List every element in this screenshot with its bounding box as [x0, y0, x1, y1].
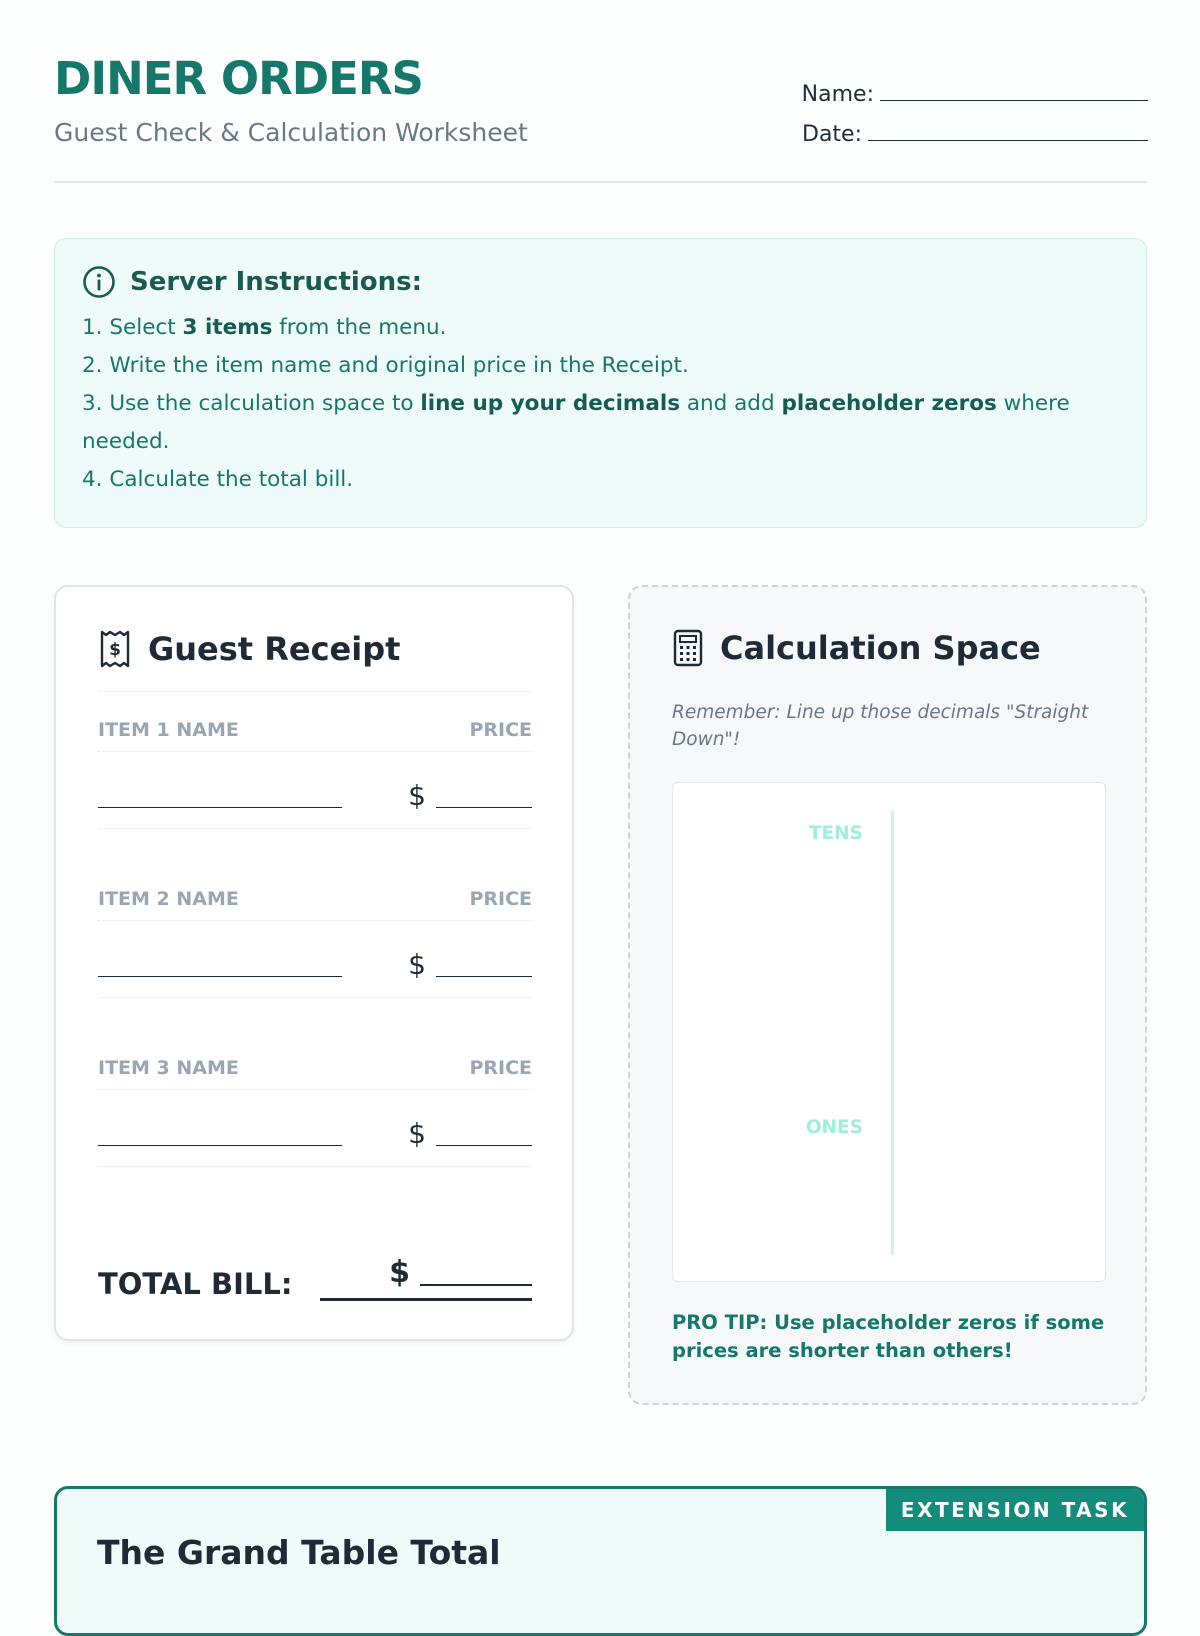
instruction-step-1: 1. Select 3 items from the menu.: [82, 315, 447, 340]
total-bill-blank[interactable]: [420, 1282, 532, 1286]
item-2-price-label: PRICE: [469, 888, 532, 910]
item-1-currency: $: [408, 779, 426, 812]
item-3-price-label: PRICE: [469, 1057, 532, 1079]
guest-receipt-card: [54, 585, 574, 1341]
page-subtitle: Guest Check & Calculation Worksheet: [54, 118, 528, 147]
item-2-currency: $: [408, 948, 426, 981]
svg-text:$: $: [109, 640, 121, 660]
item-2-row: [98, 948, 532, 998]
name-field[interactable]: [768, 80, 1148, 107]
instructions-heading: [82, 265, 1119, 299]
calculation-header: [672, 629, 1041, 667]
item-2-name-blank[interactable]: [98, 974, 342, 977]
item-3-name-blank[interactable]: [98, 1143, 342, 1146]
item-1-row: [98, 779, 532, 829]
date-label: Date:: [802, 122, 862, 147]
instruction-step-4: 4. Calculate the total bill.: [82, 467, 354, 492]
receipt-header: [98, 629, 400, 669]
item-1-name-label: ITEM 1 NAME: [98, 719, 239, 741]
header-divider: [54, 181, 1147, 183]
page-title: DINER ORDERS: [54, 52, 423, 105]
item-2-labels: [98, 888, 532, 921]
name-blank[interactable]: [880, 80, 1148, 101]
item-1-labels: [98, 719, 532, 752]
item-3-currency: $: [408, 1117, 426, 1150]
instructions-heading-text: Server Instructions:: [130, 267, 423, 297]
item-1-price-blank[interactable]: [436, 805, 532, 808]
name-label: Name:: [801, 82, 874, 107]
calculator-icon: [672, 629, 704, 667]
total-currency: $: [389, 1255, 410, 1290]
decimal-reminder: Remember: Line up those decimals "Straight Down"!: [672, 702, 1089, 750]
date-blank[interactable]: [868, 120, 1148, 141]
item-3-row: [98, 1117, 532, 1167]
ones-column-label: ONES: [805, 1117, 863, 1138]
instructions-box: [54, 238, 1147, 528]
item-2-name-label: ITEM 2 NAME: [98, 888, 239, 910]
instruction-step-3: 3. Use the calculation space to line up your decimals and add placeholder zeros where needed.: [82, 391, 1070, 454]
extension-badge: EXTENSION TASK: [886, 1489, 1144, 1531]
extension-title: The Grand Table Total: [97, 1533, 501, 1572]
receipt-title: Guest Receipt: [148, 630, 401, 668]
item-1-price-label: PRICE: [469, 719, 532, 741]
instruction-step-2: 2. Write the item name and original price in the Receipt.: [82, 353, 689, 378]
item-2-price-blank[interactable]: [436, 974, 532, 977]
receipt-icon: [98, 629, 132, 669]
item-3-price-blank[interactable]: [436, 1143, 532, 1146]
extension-task-card: [54, 1486, 1147, 1636]
calculation-space-card: [628, 585, 1147, 1405]
total-bill-field[interactable]: [320, 1255, 532, 1301]
decimal-guide-line: [891, 811, 894, 1255]
item-1-name-blank[interactable]: [98, 805, 342, 808]
item-3-name-label: ITEM 3 NAME: [98, 1057, 239, 1079]
item-3-labels: [98, 1057, 532, 1090]
calculation-title: Calculation Space: [720, 629, 1041, 667]
receipt-divider: [98, 691, 532, 692]
date-field[interactable]: [768, 120, 1148, 147]
pro-tip: PRO TIP: Use placeholder zeros if some prices are shorter than others!: [672, 1311, 1105, 1362]
calculation-grid[interactable]: [672, 782, 1106, 1282]
info-icon: [82, 265, 116, 299]
tens-column-label: TENS: [808, 823, 863, 844]
total-bill-label: TOTAL BILL:: [98, 1267, 293, 1301]
total-bill-row: [98, 1255, 532, 1301]
